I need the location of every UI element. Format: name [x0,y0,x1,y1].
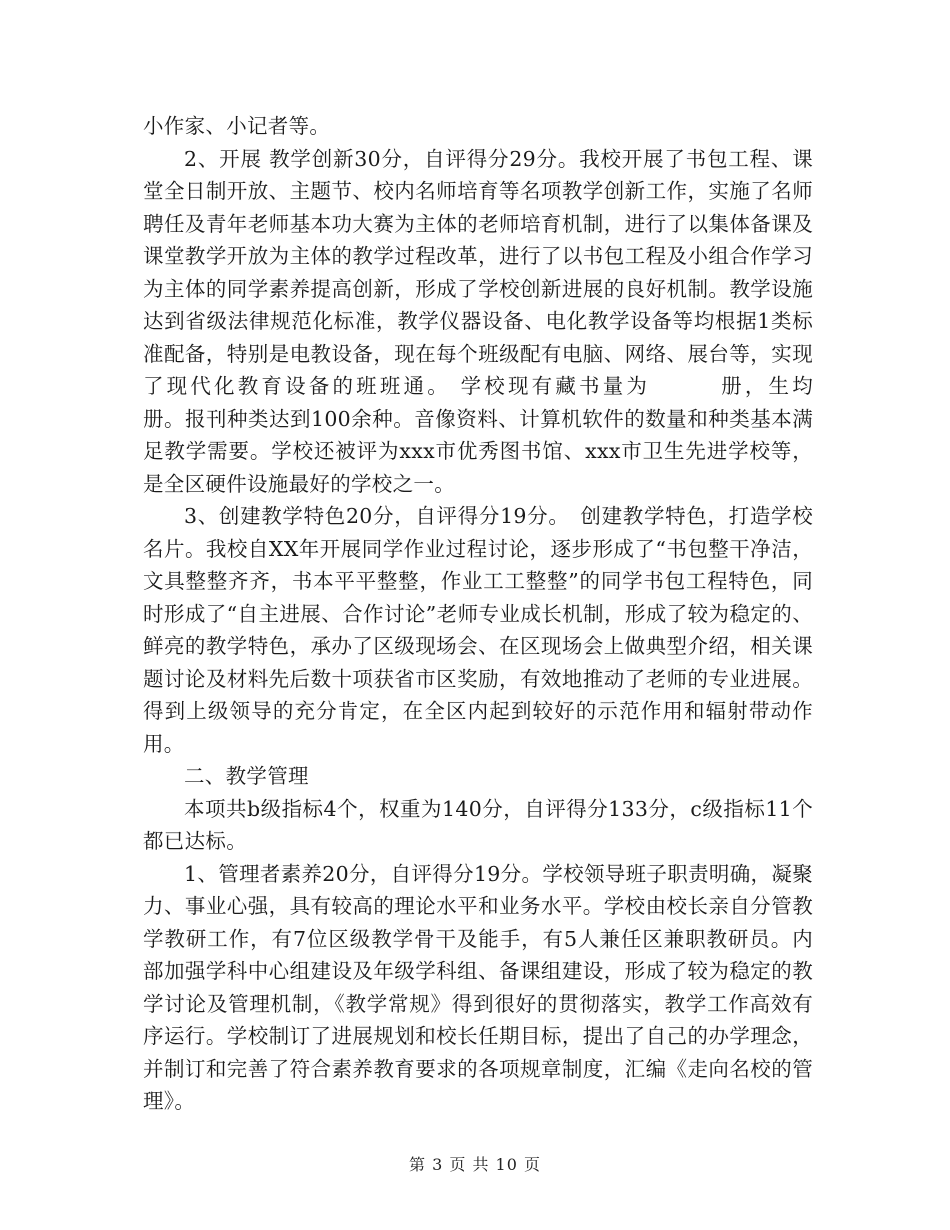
paragraph-teaching-features: 3、创建教学特色20分，自评得分19分。 创建教学特色，打造学校名片。我校自XX年开展同学作业过程讨论，逐步形成了“书包整干净洁，文具整整齐齐，书本平平整整，作业工工整整”的同学书包工程特色，同时形成了“自主进展、合作讨论”老师专业成长机制，形成了较为稳定的、鲜亮的教学特色，承办了区级现场会、在区现场会上做典型介绍，相关课题讨论及材料先后数十项获省市区奖励，有效地推动了老师的专业进展。得到上级领导的充分肯定，在全区内起到较好的示范作用和辐射带动作用。 [143,504,813,756]
paragraph-continuation: 小作家、小记者等。 [143,114,331,138]
paragraph-teaching-innovation: 2、开展 教学创新30分，自评得分29分。我校开展了书包工程、课堂全日制开放、主题节、校内名师培育等名项教学创新工作，实施了名师聘任及青年老师基本功大赛为主体的老师培育机制，进行了以集体备课及课堂教学开放为主体的教学过程改革，进行了以书包工程及小组合作学习为主体的同学素养提高创新，形成了学校创新进展的良好机制。教学设施达到省级法律规范化标准，教学仪器设备、电化教学设备等均根据1类标准配备，特别是电教设备，现在每个班级配有电脑、网络、展台等，实现了现代化教育设备的班班通。 学校现有藏书量为 册，生均 册。报刊种类达到100余种。音像资料、计算机软件的数量和种类基本满足教学需要。学校还被评为xxx市优秀图书馆、xxx市卫生先进学校等，是全区硬件设施最好的学校之一。 [143,146,876,496]
section-heading-teaching-management: 二、教学管理 [184,764,309,788]
paragraph-section-summary: 本项共b级指标4个，权重为140分，自评得分133分，c级指标11个都已达标。 [143,796,813,853]
paragraph-manager-quality: 1、管理者素养20分，自评得分19分。学校领导班子职责明确，凝聚力、事业心强，具有较高的理论水平和业务水平。学校由校长亲自分管教学教研工作，有7位区级教学骨干及能手，有5人兼任区兼职教研员。内部加强学科中心组建设及年级学科组、备课组建设，形成了较为稳定的教学讨论及管理机制，《教学常规》得到很好的贯彻落实，教学工作高效有序运行。学校制订了进展规划和校长任期目标，提出了自己的办学理念，并制订和完善了符合素养教育要求的各项规章制度，汇编《走向名校的管理》。 [143,861,813,1113]
page-body [143,110,876,1118]
page-number-footer: 第 3 页 共 10 页 [409,1155,541,1174]
